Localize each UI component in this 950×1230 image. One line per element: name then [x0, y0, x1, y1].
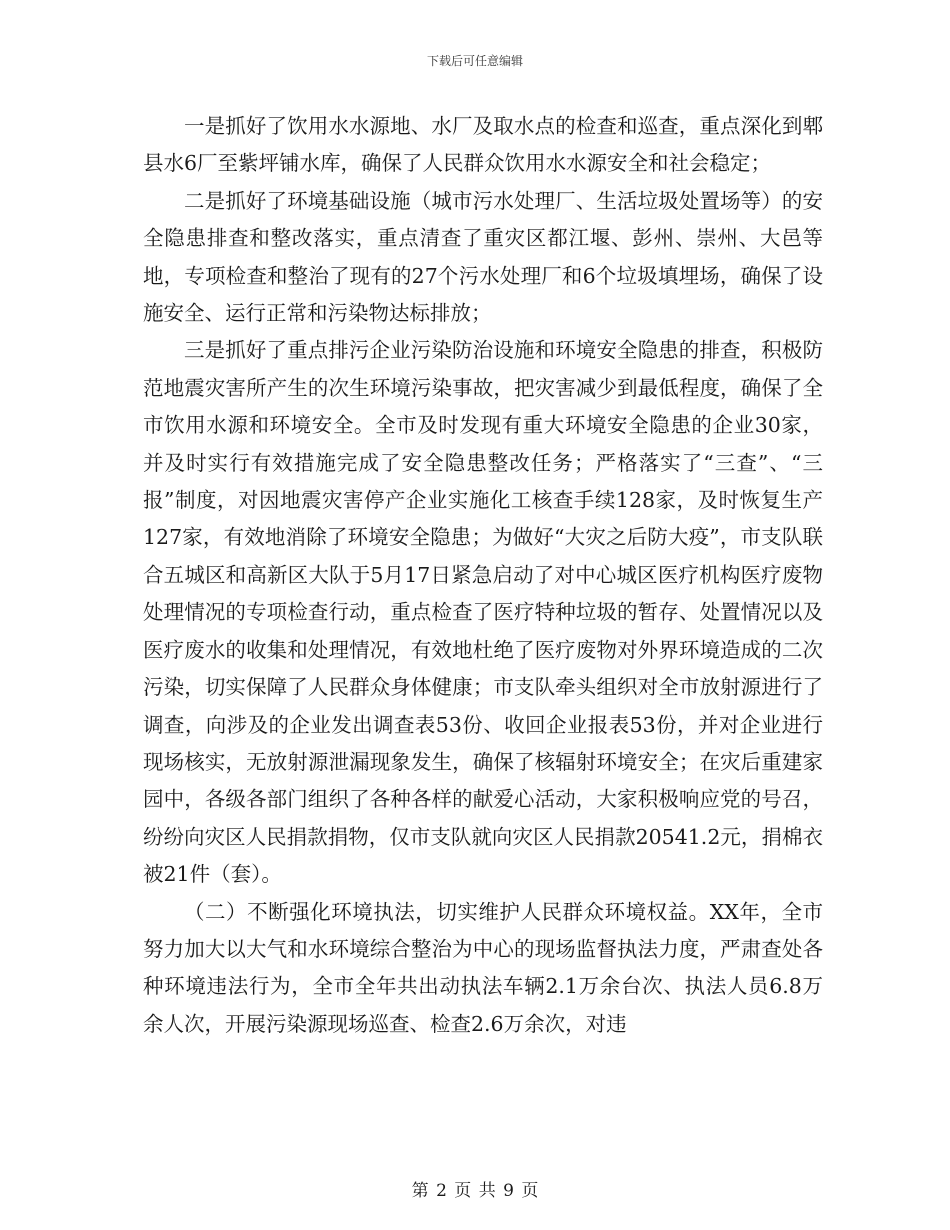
paragraph-item-3: 三是抓好了重点排污企业污染防治设施和环境安全隐患的排查，积极防范地震灾害所产生的次生环境污染事故，把灾害减少到最低程度，确保了全市饮用水源和环境安全。全市及时发现有重大环境安全隐患的企业30家，并及时实行有效措施完成了安全隐患整改任务；严格落实了“三查”、“三报”制度，对因地震灾害停产企业实施化工核查手续128家，及时恢复生产127家，有效地消除了环境安全隐患；为做好“大灾之后防大疫”，市支队联合五城区和高新区大队于5月17日紧急启动了对中心城区医疗机构医疗废物处理情况的专项检查行动，重点检查了医疗特种垃圾的暂存、处置情况以及医疗废水的收集和处理情况，有效地杜绝了医疗废物对外界环境造成的二次污染，切实保障了人民群众身体健康；市支队牵头组织对全市放射源进行了调查，向涉及的企业发出调查表53份、收回企业报表53份，并对企业进行现场核实，无放射源泄漏现象发生，确保了核辐射环境安全；在灾后重建家园中，各级各部门组织了各种各样的献爱心活动，大家积极响应党的号召，纷纷向灾区人民捐款捐物，仅市支队就向灾区人民捐款20541.2元，捐棉衣被21件（套）。 — [143, 338, 823, 887]
document-body — [143, 108, 823, 1043]
paragraph-item-1: 一是抓好了饮用水水源地、水厂及取水点的检查和巡查，重点深化到郫县水6厂至紫坪铺水库，确保了人民群众饮用水水源安全和社会稳定； — [143, 114, 823, 176]
paragraph-item-2: 二是抓好了环境基础设施（城市污水处理厂、生活垃圾处置场等）的安全隐患排查和整改落实，重点清查了重灾区都江堰、彭州、崇州、大邑等地，专项检查和整治了现有的27个污水处理厂和6个垃圾填埋场，确保了设施安全、运行正常和污染物达标排放； — [143, 188, 823, 326]
page-number-footer: 第 2 页 共 9 页 — [411, 1181, 539, 1201]
page-header: 下载后可任意编辑 — [426, 54, 523, 68]
paragraph-section-2: （二）不断强化环境执法，切实维护人民群众环境权益。XX年，全市努力加大以大气和水环境综合整治为中心的现场监督执法力度，严肃查处各种环境违法行为，全市全年共出动执法车辆2.1万余台次、执法人员6.8万余人次，开展污染源现场巡查、检查2.6万余次，对违 — [143, 899, 823, 1036]
